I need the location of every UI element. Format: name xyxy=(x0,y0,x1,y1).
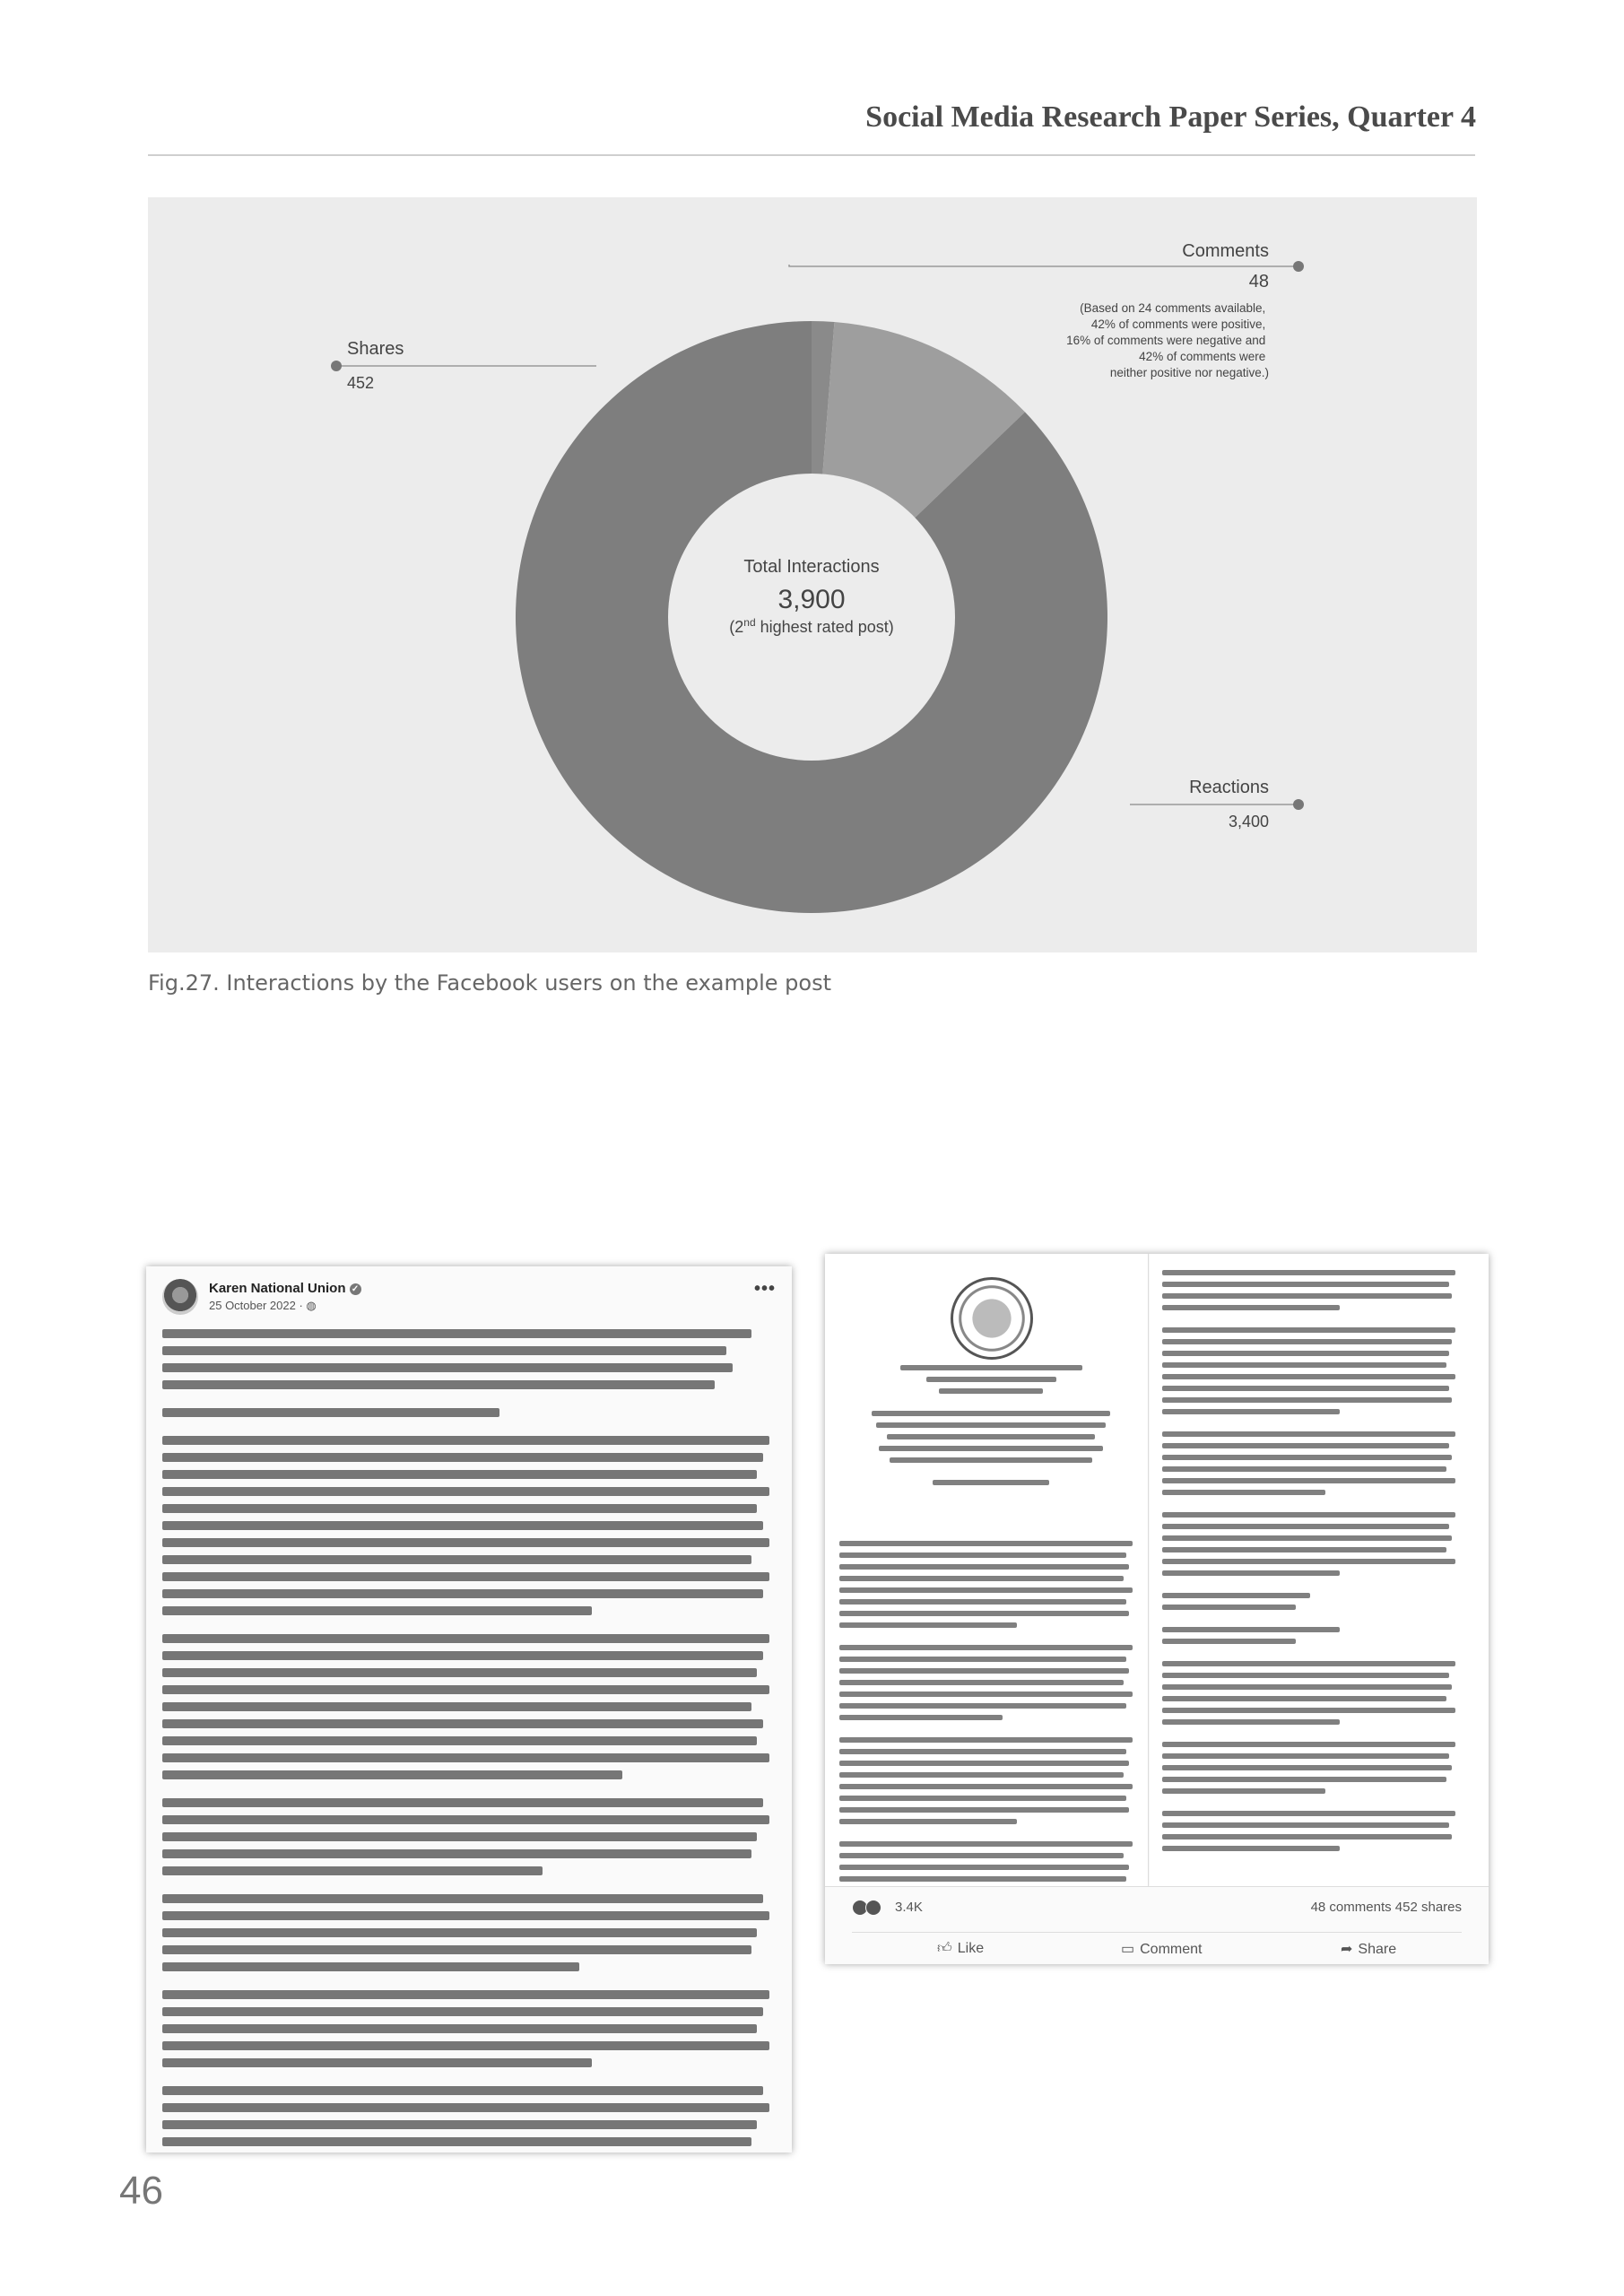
shares-label: Shares xyxy=(347,339,404,359)
center-value: 3,900 xyxy=(777,585,846,614)
paragraph-gap xyxy=(1162,1421,1458,1431)
text-line xyxy=(839,1645,1133,1650)
statement-body-right xyxy=(1162,1270,1458,1857)
text-line xyxy=(1162,1455,1452,1460)
text-line xyxy=(839,1749,1126,1754)
text-line xyxy=(876,1422,1105,1428)
text-line xyxy=(162,1470,757,1479)
text-line xyxy=(1162,1397,1452,1403)
text-line xyxy=(1162,1466,1446,1472)
text-line xyxy=(839,1587,1133,1593)
text-line xyxy=(933,1480,1050,1485)
paragraph-gap xyxy=(1162,1731,1458,1742)
text-line xyxy=(839,1599,1126,1605)
engagement-stats xyxy=(852,1898,1462,1919)
text-line xyxy=(162,1815,769,1824)
header-rule xyxy=(148,154,1475,156)
paragraph-gap xyxy=(861,1400,1121,1411)
like-action: 👍︎ Like xyxy=(937,1941,985,1956)
text-line xyxy=(839,1772,1124,1778)
text-line xyxy=(1162,1788,1325,1794)
text-line xyxy=(162,1866,543,1875)
statement-page-right xyxy=(1150,1254,1489,1886)
comment-share-counts: 48 comments 452 shares xyxy=(1310,1900,1462,1915)
comments-value: 48 xyxy=(1248,272,1269,291)
text-line xyxy=(839,1622,1017,1628)
text-line xyxy=(162,1521,763,1530)
text-line xyxy=(162,1702,751,1711)
post-author: Karen National Union ✓ xyxy=(209,1281,361,1296)
text-line xyxy=(872,1411,1111,1416)
reactions-value: 3,400 xyxy=(1228,813,1269,831)
statement-heading xyxy=(861,1365,1121,1492)
reactions-marker xyxy=(1293,799,1304,810)
paragraph-gap xyxy=(1162,1317,1458,1327)
text-line xyxy=(1162,1777,1446,1782)
post-actions xyxy=(852,1932,1462,1963)
paragraph-gap xyxy=(1162,1800,1458,1811)
text-line xyxy=(1162,1351,1449,1356)
paragraph-gap xyxy=(162,1883,776,1894)
text-line xyxy=(162,1380,715,1389)
text-line xyxy=(162,1736,757,1745)
organization-seal xyxy=(951,1277,1033,1360)
text-line xyxy=(839,1853,1124,1858)
verified-icon: ✓ xyxy=(350,1283,361,1295)
statement-post-screenshot xyxy=(825,1254,1489,1964)
text-line xyxy=(926,1377,1056,1382)
comments-marker xyxy=(1293,261,1304,272)
text-line xyxy=(162,1911,769,1920)
paragraph-gap xyxy=(839,1831,1135,1841)
figure-caption: Fig.27. Interactions by the Facebook users on the example post xyxy=(148,970,831,996)
reaction-count: 3.4K xyxy=(895,1900,923,1915)
text-line xyxy=(162,1832,757,1841)
comments-leader-line xyxy=(789,265,1298,266)
text-line xyxy=(162,2120,757,2129)
page-number: 46 xyxy=(119,2169,163,2213)
paragraph-gap xyxy=(162,1397,776,1408)
text-line xyxy=(1162,1811,1455,1816)
donut-chart-panel xyxy=(148,197,1477,952)
text-line xyxy=(1162,1443,1449,1448)
paragraph-gap xyxy=(839,1726,1135,1737)
running-header: Social Media Research Paper Series, Quarter 4 xyxy=(865,100,1476,134)
text-line xyxy=(1162,1753,1449,1759)
text-line xyxy=(1162,1834,1452,1839)
paragraph-gap xyxy=(1162,1501,1458,1512)
text-line xyxy=(162,1651,763,1660)
text-line xyxy=(1162,1559,1455,1564)
text-line xyxy=(1162,1673,1449,1678)
text-line xyxy=(839,1657,1126,1662)
paragraph-gap xyxy=(861,1469,1121,1480)
text-line xyxy=(839,1807,1129,1813)
text-line xyxy=(162,1504,757,1513)
text-line xyxy=(839,1784,1133,1789)
paragraph-gap xyxy=(162,1623,776,1634)
more-options-icon: ••• xyxy=(753,1279,776,1299)
center-label: Total Interactions xyxy=(743,557,880,577)
text-line xyxy=(1162,1270,1455,1275)
text-line xyxy=(1162,1708,1455,1713)
text-line xyxy=(1162,1605,1296,1610)
text-line xyxy=(162,1634,769,1643)
text-line xyxy=(1162,1719,1340,1725)
text-line xyxy=(839,1715,1003,1720)
text-line xyxy=(1162,1490,1325,1495)
text-line xyxy=(162,1555,751,1564)
shares-marker xyxy=(331,361,342,371)
text-line xyxy=(1162,1535,1452,1541)
text-line xyxy=(1162,1512,1455,1518)
text-line xyxy=(1162,1742,1455,1747)
donut-chart xyxy=(148,197,1477,952)
text-line xyxy=(1162,1570,1340,1576)
comment-icon: ▭ xyxy=(1121,1942,1135,1957)
thumbs-up-icon: 👍︎ xyxy=(937,1941,952,1956)
text-line xyxy=(1162,1374,1455,1379)
text-line xyxy=(162,2137,751,2146)
paragraph-gap xyxy=(1162,1650,1458,1661)
text-line xyxy=(1162,1661,1455,1666)
text-line xyxy=(1162,1362,1446,1368)
donut-hole xyxy=(668,474,955,761)
paragraph-gap xyxy=(1162,1616,1458,1627)
facebook-post-screenshot xyxy=(146,1266,792,2152)
text-line xyxy=(839,1541,1133,1546)
text-line xyxy=(162,1346,726,1355)
text-line xyxy=(1162,1327,1455,1333)
comments-note: (Based on 24 comments available, 42% of comments were positive, 16% of comments were negative and 42% of comments were neither positive nor negative.) xyxy=(1066,301,1269,379)
text-line xyxy=(1162,1593,1310,1598)
globe-icon: ◍ xyxy=(306,1299,317,1312)
text-line xyxy=(839,1611,1129,1616)
text-line xyxy=(162,2041,769,2050)
text-line xyxy=(162,1329,751,1338)
text-line xyxy=(162,1572,769,1581)
text-line xyxy=(1162,1282,1449,1287)
text-line xyxy=(1162,1846,1340,1851)
text-line xyxy=(839,1876,1126,1882)
text-line xyxy=(162,2058,592,2067)
paragraph-gap xyxy=(162,1787,776,1798)
text-line xyxy=(1162,1547,1446,1552)
shares-value: 452 xyxy=(347,374,375,392)
text-line xyxy=(1162,1293,1452,1299)
statement-body-left xyxy=(839,1541,1135,1900)
text-line xyxy=(839,1564,1129,1570)
text-line xyxy=(162,1436,769,1445)
text-line xyxy=(162,1753,769,1762)
post-footer xyxy=(825,1886,1489,1964)
text-line xyxy=(839,1692,1133,1697)
text-line xyxy=(839,1796,1126,1801)
statement-page-left xyxy=(825,1254,1149,1886)
text-line xyxy=(162,2086,763,2095)
paragraph-gap xyxy=(1162,1582,1458,1593)
text-line xyxy=(162,1798,763,1807)
text-line xyxy=(1162,1524,1449,1529)
text-line xyxy=(1162,1639,1296,1644)
text-line xyxy=(839,1703,1126,1709)
text-line xyxy=(162,1408,499,1417)
text-line xyxy=(839,1761,1129,1766)
text-line xyxy=(162,1453,763,1462)
text-line xyxy=(887,1434,1095,1439)
text-line xyxy=(162,1770,622,1779)
paragraph-gap xyxy=(162,2075,776,2086)
text-line xyxy=(879,1446,1102,1451)
text-line xyxy=(162,2024,757,2033)
text-line xyxy=(939,1388,1043,1394)
text-line xyxy=(1162,1822,1449,1828)
comments-label: Comments xyxy=(1182,241,1269,261)
text-line xyxy=(162,1928,757,1937)
share-action: ➦ Share xyxy=(1341,1942,1397,1957)
paragraph-gap xyxy=(162,1979,776,1990)
text-line xyxy=(900,1365,1082,1370)
text-line xyxy=(1162,1339,1452,1344)
paragraph-gap xyxy=(839,1634,1135,1645)
center-note: (2nd highest rated post) xyxy=(729,616,894,636)
post-date: 25 October 2022 · ◍ xyxy=(209,1299,317,1312)
text-line xyxy=(839,1819,1017,1824)
text-line xyxy=(162,1990,769,1999)
share-icon: ➦ xyxy=(1341,1942,1353,1957)
text-line xyxy=(162,2007,763,2016)
text-line xyxy=(839,1865,1129,1870)
text-line xyxy=(162,1363,733,1372)
post-body-text xyxy=(162,1329,776,2152)
paragraph-gap xyxy=(162,1425,776,1436)
text-line xyxy=(162,1719,763,1728)
text-line xyxy=(1162,1627,1340,1632)
text-line xyxy=(839,1737,1133,1743)
text-line xyxy=(1162,1305,1340,1310)
text-line xyxy=(839,1668,1129,1674)
text-line xyxy=(839,1576,1124,1581)
text-line xyxy=(839,1841,1133,1847)
comment-action: ▭ Comment xyxy=(1121,1942,1203,1957)
text-line xyxy=(162,1487,769,1496)
avatar xyxy=(162,1279,198,1315)
text-line xyxy=(890,1457,1092,1463)
reactions-label: Reactions xyxy=(1189,778,1269,797)
text-line xyxy=(162,2103,769,2112)
text-line xyxy=(1162,1431,1455,1437)
text-line xyxy=(1162,1409,1340,1414)
text-line xyxy=(162,1962,579,1971)
text-line xyxy=(162,1538,769,1547)
text-line xyxy=(1162,1478,1455,1483)
text-line xyxy=(839,1680,1124,1685)
text-line xyxy=(162,1589,763,1598)
text-line xyxy=(162,1894,763,1903)
text-line xyxy=(1162,1386,1449,1391)
text-line xyxy=(162,1668,757,1677)
text-line xyxy=(162,1685,769,1694)
text-line xyxy=(162,1945,751,1954)
text-line xyxy=(1162,1765,1452,1770)
text-line xyxy=(1162,1684,1452,1690)
reaction-icons xyxy=(852,1900,879,1919)
text-line xyxy=(1162,1696,1446,1701)
text-line xyxy=(162,1849,751,1858)
text-line xyxy=(839,1552,1126,1558)
text-line xyxy=(162,1606,592,1615)
